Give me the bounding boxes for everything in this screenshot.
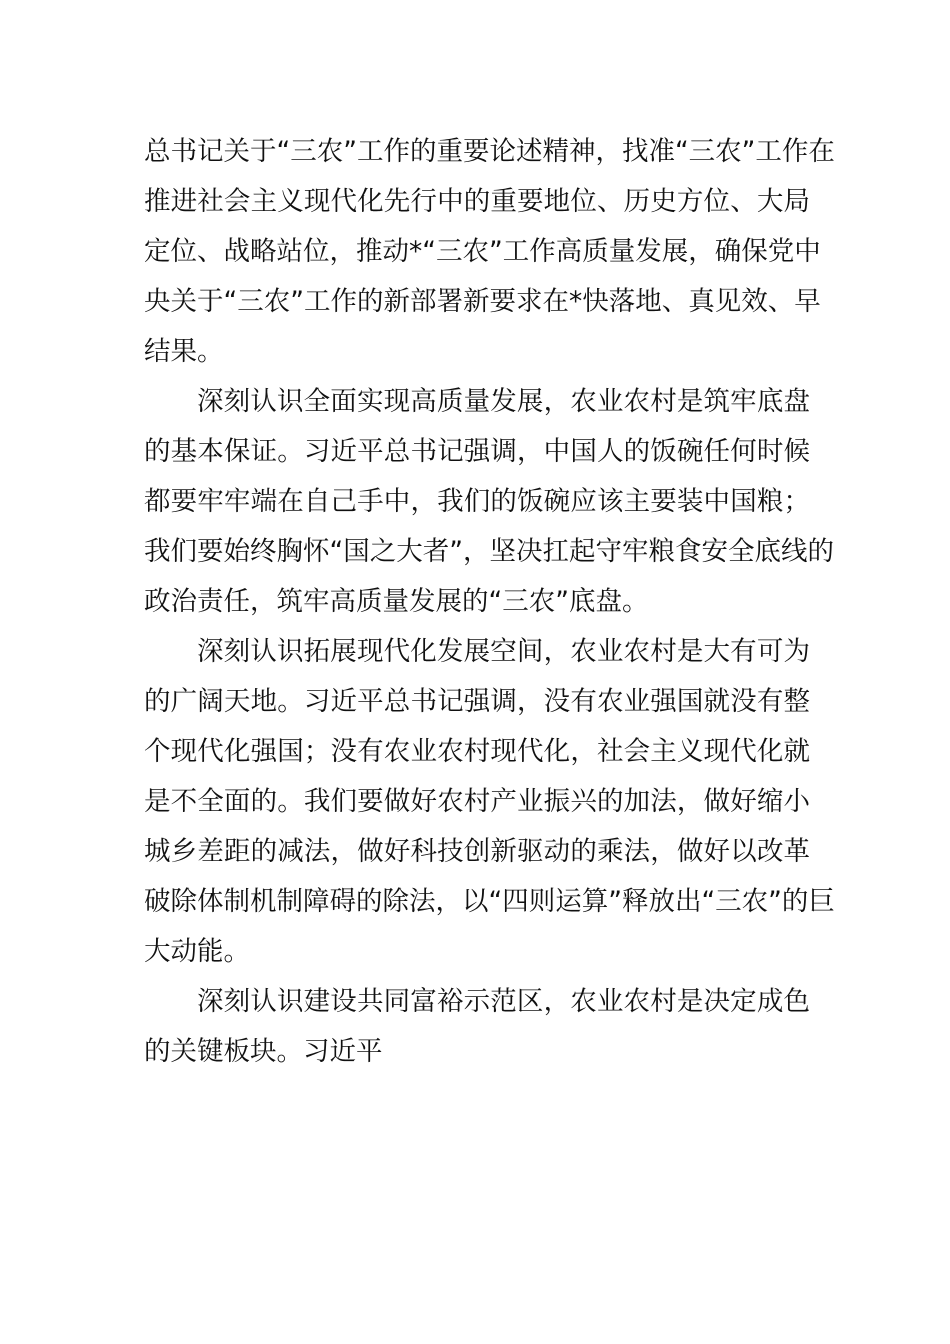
text-line: 破除体制机制障碍的除法，以“四则运算”释放出“三农”的巨 <box>144 886 835 917</box>
text-line: 深刻认识拓展现代化发展空间，农业农村是大有可为 <box>197 636 810 667</box>
text-line: 深刻认识全面实现高质量发展，农业农村是筑牢底盘 <box>197 386 810 417</box>
text-line: 定位、战略站位，推动*“三农”工作高质量发展，确保党中 <box>144 236 821 267</box>
paragraph-3 <box>144 627 835 977</box>
text-line: 结果。 <box>144 336 224 367</box>
text-line: 深刻认识建设共同富裕示范区，农业农村是决定成色 <box>197 986 810 1017</box>
text-line: 城乡差距的减法，做好科技创新驱动的乘法，做好以改革 <box>144 836 810 867</box>
paragraph-1 <box>144 127 835 377</box>
text-line: 推进社会主义现代化先行中的重要地位、历史方位、大局 <box>144 186 810 217</box>
text-line: 央关于“三农”工作的新部署新要求在*快落地、真见效、早 <box>144 286 821 317</box>
paragraph-4 <box>144 977 810 1077</box>
text-line: 政治责任，筑牢高质量发展的“三农”底盘。 <box>144 586 649 617</box>
text-line: 的关键板块。习近平 <box>144 1036 383 1067</box>
paragraph-2 <box>144 377 834 627</box>
text-line: 大动能。 <box>144 936 250 967</box>
text-line: 总书记关于“三农”工作的重要论述精神，找准“三农”工作在 <box>144 136 835 167</box>
text-line: 我们要始终胸怀“国之大者”，坚决扛起守牢粮食安全底线的 <box>144 536 834 567</box>
text-line: 是不全面的。我们要做好农村产业振兴的加法，做好缩小 <box>144 786 810 817</box>
text-line: 的基本保证。习近平总书记强调，中国人的饭碗任何时候 <box>144 436 810 467</box>
text-line: 个现代化强国；没有农业农村现代化，社会主义现代化就 <box>144 736 810 767</box>
text-line: 的广阔天地。习近平总书记强调，没有农业强国就没有整 <box>144 686 810 717</box>
document-body <box>144 127 835 1077</box>
text-line: 都要牢牢端在自己手中，我们的饭碗应该主要装中国粮； <box>144 486 810 517</box>
